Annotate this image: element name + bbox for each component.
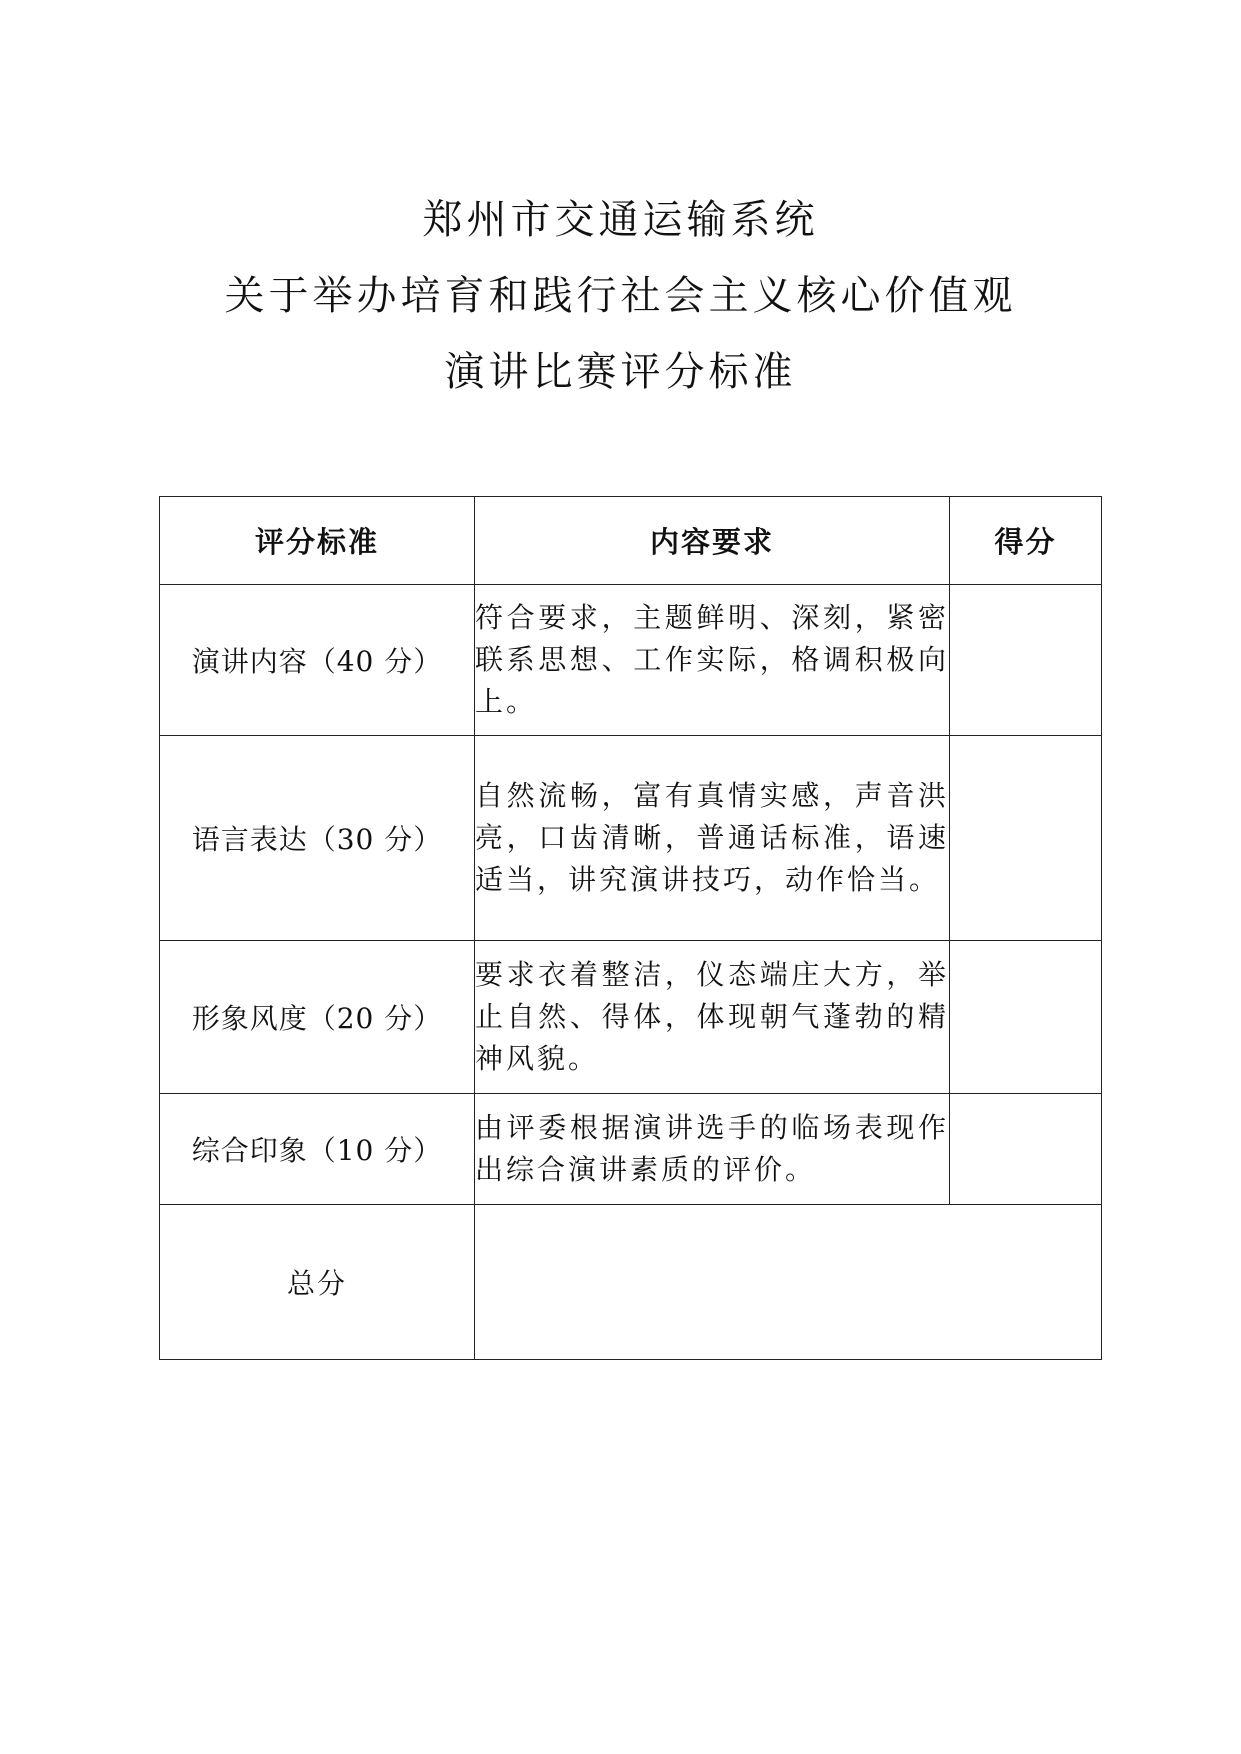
table-row bbox=[160, 736, 1102, 941]
criteria-cell: 综合印象（10 分） bbox=[160, 1094, 475, 1205]
table-row bbox=[160, 1094, 1102, 1205]
score-cell[interactable] bbox=[950, 736, 1102, 941]
requirement-cell: 要求衣着整洁，仪态端庄大方，举止自然、得体，体现朝气蓬勃的精神风貌。 bbox=[475, 941, 950, 1094]
requirement-cell: 符合要求，主题鲜明、深刻，紧密联系思想、工作实际，格调积极向上。 bbox=[475, 585, 950, 736]
criteria-cell: 演讲内容（40 分） bbox=[160, 585, 475, 736]
score-cell[interactable] bbox=[950, 585, 1102, 736]
title-line-subject: 演讲比赛评分标准 bbox=[444, 349, 797, 395]
header-criteria: 评分标准 bbox=[160, 497, 475, 585]
table-row bbox=[160, 941, 1102, 1094]
total-row bbox=[160, 1205, 1102, 1360]
title-line-organization: 郑州市交通运输系统 bbox=[422, 197, 819, 243]
scoring-table bbox=[159, 496, 1102, 1360]
requirement-cell: 由评委根据演讲选手的临场表现作出综合演讲素质的评价。 bbox=[475, 1094, 950, 1205]
criteria-cell: 语言表达（30 分） bbox=[160, 736, 475, 941]
criteria-cell: 形象风度（20 分） bbox=[160, 941, 475, 1094]
total-score-cell[interactable] bbox=[475, 1205, 1102, 1360]
requirement-cell: 自然流畅，富有真情实感，声音洪亮，口齿清晰，普通话标准，语速适当，讲究演讲技巧，动作恰当。 bbox=[475, 736, 950, 941]
header-score: 得分 bbox=[950, 497, 1102, 585]
title-line-event: 关于举办培育和践行社会主义核心价值观 bbox=[224, 273, 1017, 319]
total-label: 总分 bbox=[160, 1205, 475, 1360]
table-row bbox=[160, 585, 1102, 736]
score-cell[interactable] bbox=[950, 1094, 1102, 1205]
document-title bbox=[0, 197, 1241, 395]
table-header-row bbox=[160, 497, 1102, 585]
score-cell[interactable] bbox=[950, 941, 1102, 1094]
header-requirements: 内容要求 bbox=[475, 497, 950, 585]
